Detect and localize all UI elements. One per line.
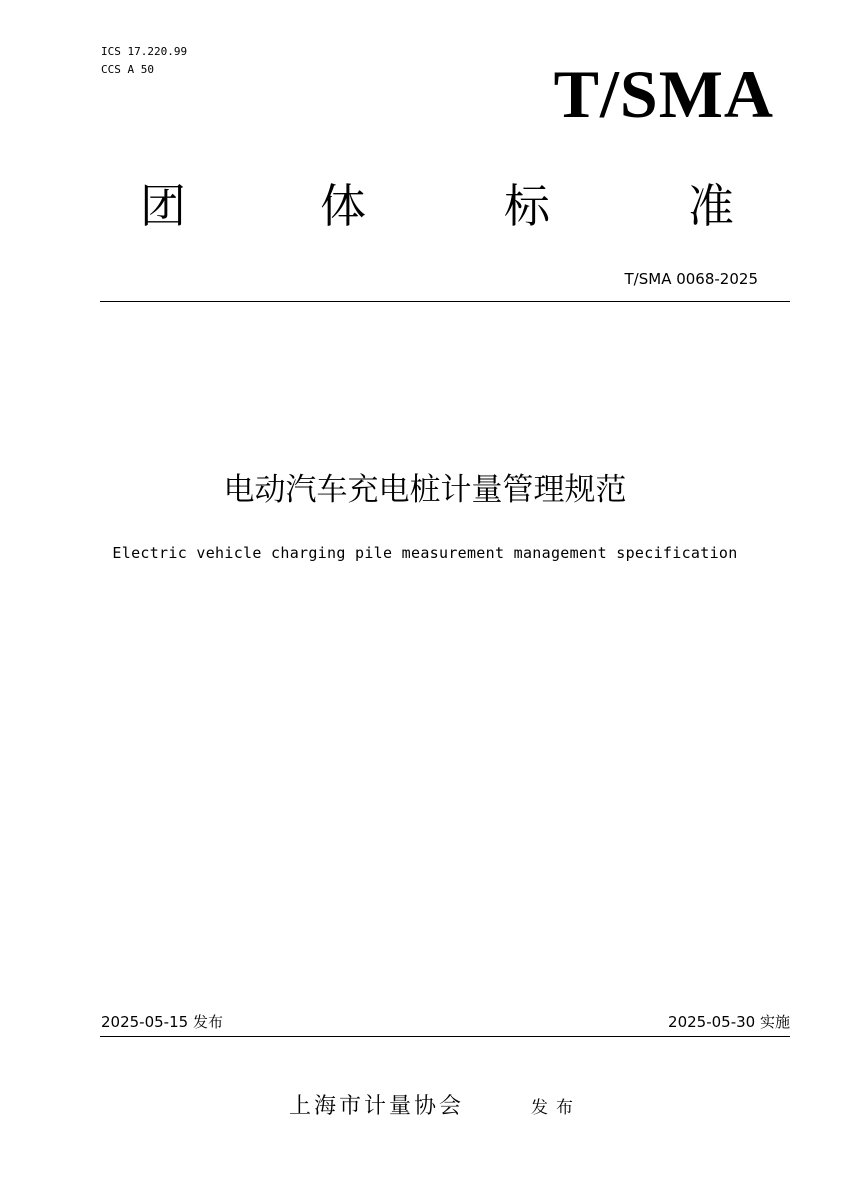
document-title-english: Electric vehicle charging pile measurement management specification (112, 544, 738, 562)
standard-type-heading (0, 174, 850, 238)
issue-date: 2025-05-15 发布 (101, 1013, 223, 1031)
publish-label: 发布 (531, 1098, 581, 1118)
implementation-date: 2025-05-30 实施 (668, 1013, 790, 1031)
standard-type-char: 体 (320, 179, 366, 233)
document-title-chinese: 电动汽车充电桩计量管理规范 (223, 472, 627, 508)
brand-logo: T/SMA (553, 56, 774, 132)
ics-code: ICS 17.220.99 (101, 45, 188, 58)
standard-code: T/SMA 0068-2025 (624, 270, 758, 288)
ccs-code: CCS A 50 (101, 63, 154, 76)
standard-type-char: 标 (504, 179, 550, 233)
standard-type-char: 团 (140, 179, 186, 233)
standard-type-char: 准 (688, 179, 734, 233)
publisher-name: 上海市计量协会 (289, 1094, 465, 1119)
footer-divider (100, 1036, 790, 1037)
header-divider (100, 301, 790, 302)
